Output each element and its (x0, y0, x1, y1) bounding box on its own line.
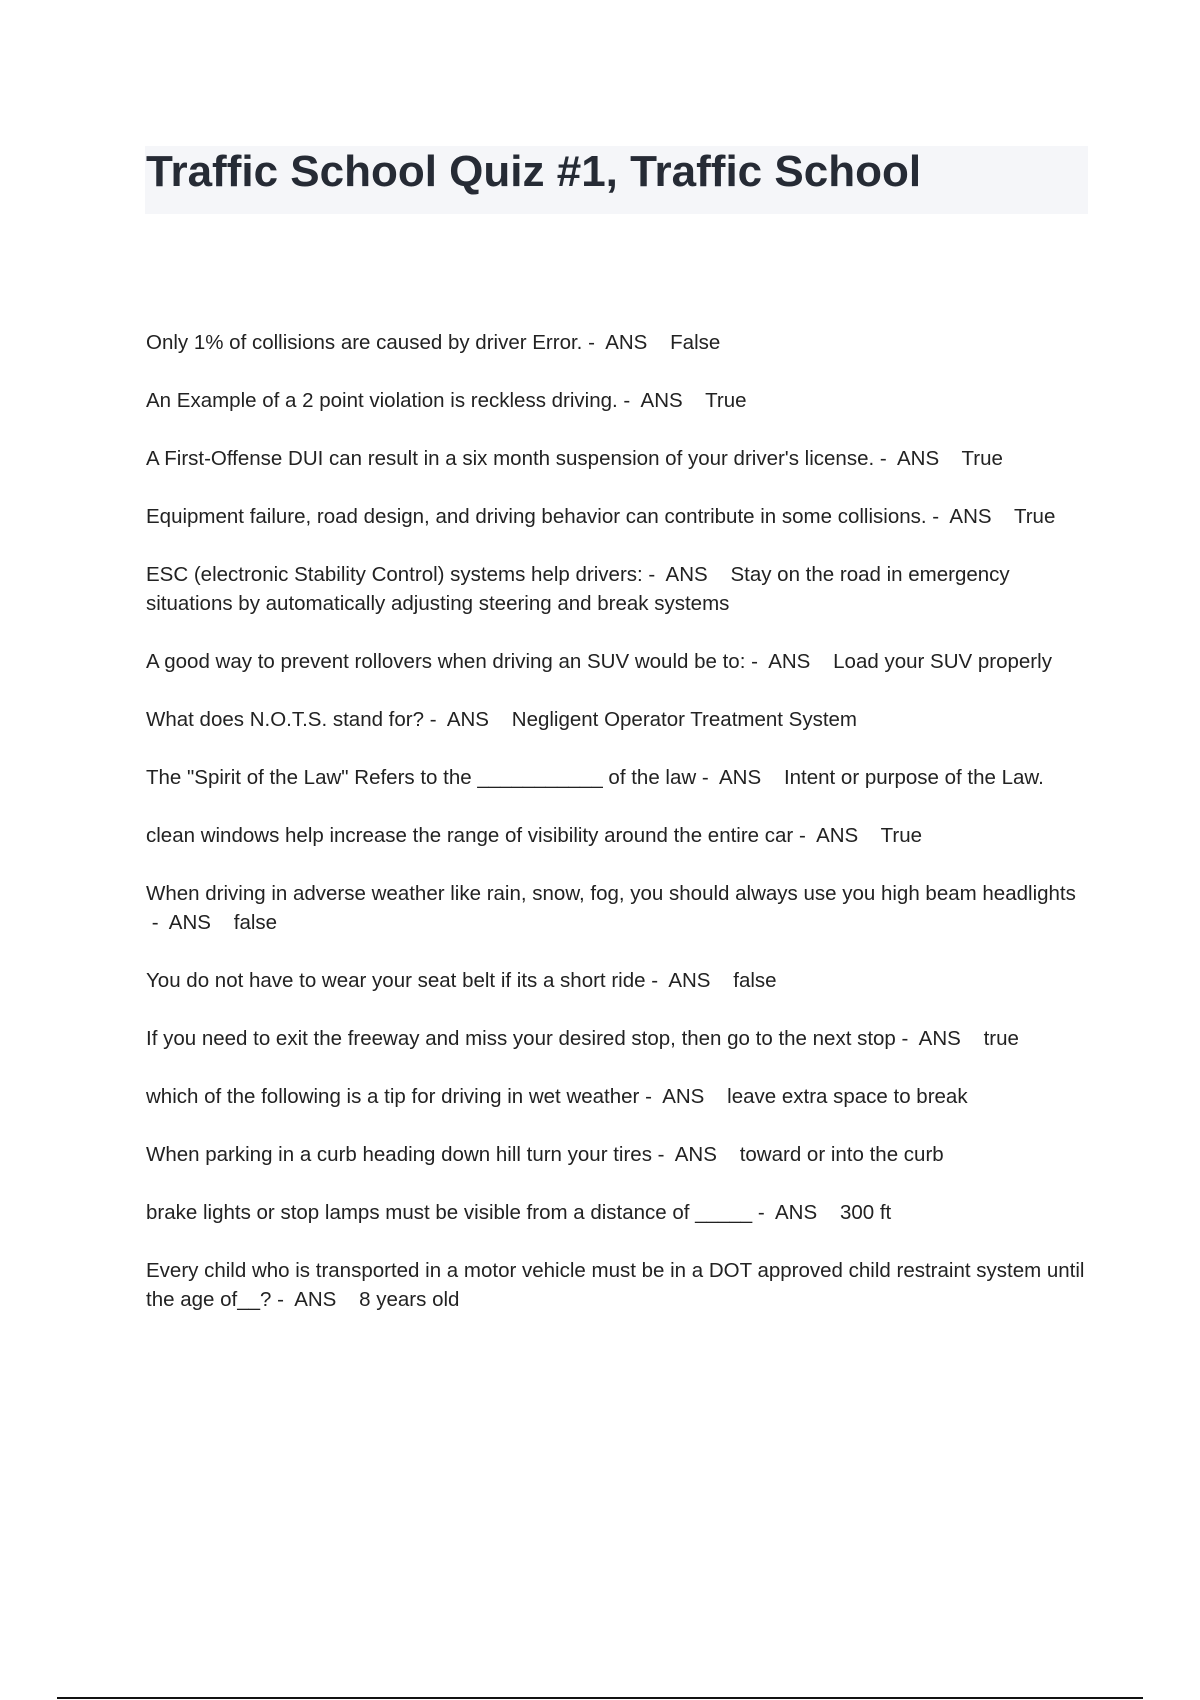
answer-text: Load your SUV properly (833, 650, 1052, 673)
question-text: What does N.O.T.S. stand for? (146, 708, 425, 731)
question-text: The "Spirit of the Law" Refers to the ___________ of the law (146, 766, 697, 789)
question-text: You do not have to wear your seat belt if its a short ride (146, 969, 646, 992)
qa-list (146, 328, 1086, 1343)
ans-label: ANS (665, 563, 708, 586)
qa-item: When parking in a curb heading down hill turn your tires - ANS toward or into the curb (146, 1143, 944, 1166)
ans-label: ANS (718, 766, 762, 789)
answer-text: Stay on the road in emergency situations by automatically adjusting steering and break systems (146, 563, 1010, 615)
ans-label: ANS (446, 708, 489, 731)
question-text: A good way to prevent rollovers when driving an SUV would be to: (146, 650, 746, 673)
ans-label: ANS (775, 1201, 818, 1224)
question-text: Equipment failure, road design, and driving behavior can contribute in some collisions. (146, 505, 927, 528)
ans-label: ANS (605, 331, 648, 354)
ans-label: ANS (294, 1288, 337, 1311)
qa-item: If you need to exit the freeway and miss your desired stop, then go to the next stop - ANS true (146, 1027, 1019, 1050)
question-text: A First-Offense DUI can result in a six month suspension of your driver's license. (146, 447, 875, 470)
qa-item: Only 1% of collisions are caused by driver Error. - ANS False (146, 331, 721, 354)
answer-text: false (233, 911, 278, 934)
question-text: If you need to exit the freeway and miss your desired stop, then go to the next stop (146, 1027, 896, 1050)
answer-text: True (1013, 505, 1056, 528)
qa-item: brake lights or stop lamps must be visible from a distance of _____ - ANS 300 ft (146, 1201, 892, 1224)
question-text: When parking in a curb heading down hill turn your tires (146, 1143, 652, 1166)
answer-text: True (961, 447, 1003, 470)
answer-text: Negligent Operator Treatment System (511, 708, 858, 731)
question-text: When driving in adverse weather like rain, snow, fog, you should always use you high beam headlights (146, 882, 1076, 905)
answer-text: 300 ft (839, 1201, 892, 1224)
qa-item: When driving in adverse weather like rain, snow, fog, you should always use you high beam headlights - ANS false (146, 882, 1076, 934)
answer-text: true (983, 1027, 1019, 1050)
ans-label: ANS (668, 969, 711, 992)
answer-text: True (705, 389, 747, 412)
ans-label: ANS (640, 389, 683, 412)
qa-item: Equipment failure, road design, and driving behavior can contribute in some collisions. - ANS True (146, 505, 1056, 528)
qa-item: You do not have to wear your seat belt if its a short ride - ANS false (146, 969, 777, 992)
qa-item: An Example of a 2 point violation is reckless driving. - ANS True (146, 389, 747, 412)
qa-item: which of the following is a tip for driving in wet weather - ANS leave extra space to break (146, 1085, 968, 1108)
ans-label: ANS (816, 824, 859, 847)
question-text: Every child who is transported in a motor vehicle must be in a DOT approved child restraint system until the age of__? (146, 1259, 1085, 1311)
answer-text: false (733, 969, 777, 992)
ans-label: ANS (168, 911, 211, 934)
qa-item: ESC (electronic Stability Control) systems help drivers: - ANS Stay on the road in emergency situations by automatically adjusting steering and break systems (146, 563, 1010, 615)
question-text: Only 1% of collisions are caused by driver Error. (146, 331, 583, 354)
qa-item: A good way to prevent rollovers when driving an SUV would be to: - ANS Load your SUV properly (146, 650, 1052, 673)
question-text: clean windows help increase the range of visibility around the entire car (146, 824, 794, 847)
qa-item: The "Spirit of the Law" Refers to the ___________ of the law - ANS Intent or purpose of the Law. (146, 766, 1044, 789)
page-title: Traffic School Quiz #1, Traffic School (146, 147, 922, 196)
qa-item: A First-Offense DUI can result in a six month suspension of your driver's license. - ANS True (146, 447, 1003, 470)
question-text: An Example of a 2 point violation is reckless driving. (146, 389, 618, 412)
answer-text: True (880, 824, 923, 847)
answer-text: False (670, 331, 721, 354)
qa-item: What does N.O.T.S. stand for? - ANS Negligent Operator Treatment System (146, 708, 858, 731)
ans-label: ANS (674, 1143, 717, 1166)
question-text: brake lights or stop lamps must be visible from a distance of _____ (146, 1201, 753, 1224)
ans-label: ANS (768, 650, 811, 673)
ans-label: ANS (918, 1027, 961, 1050)
footer-divider (57, 1697, 1143, 1699)
ans-label: ANS (662, 1085, 705, 1108)
qa-item: Every child who is transported in a motor vehicle must be in a DOT approved child restraint system until the age of__? - ANS 8 years old (146, 1259, 1085, 1311)
answer-text: 8 years old (359, 1288, 460, 1311)
answer-text: leave extra space to break (727, 1085, 968, 1108)
answer-text: toward or into the curb (739, 1143, 944, 1166)
ans-label: ANS (896, 447, 940, 470)
question-text: which of the following is a tip for driving in wet weather (146, 1085, 640, 1108)
ans-label: ANS (949, 505, 992, 528)
answer-text: Intent or purpose of the Law. (783, 766, 1044, 789)
question-text: ESC (electronic Stability Control) systems help drivers: (146, 563, 643, 586)
qa-item: clean windows help increase the range of visibility around the entire car - ANS True (146, 824, 923, 847)
